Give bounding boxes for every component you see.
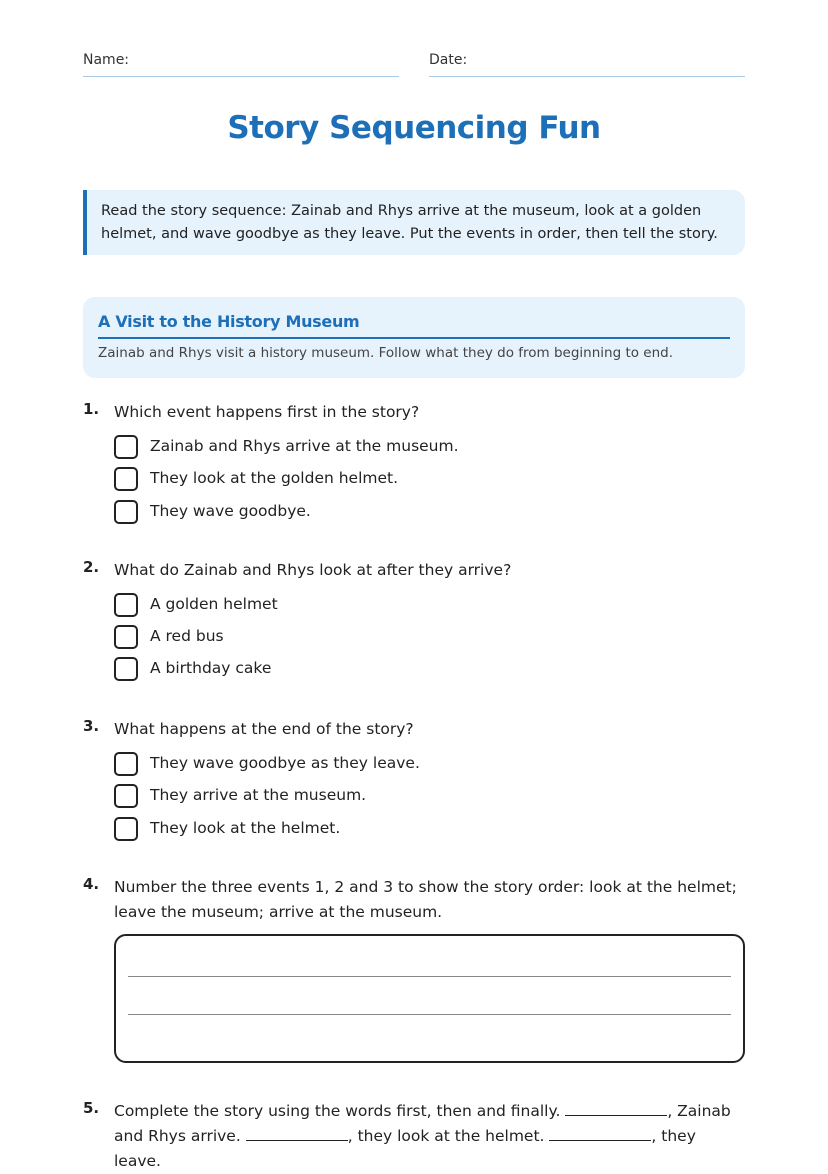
option-label: They look at the golden helmet. [150,469,399,487]
option-label: Zainab and Rhys arrive at the museum. [150,437,459,455]
question-text: What do Zainab and Rhys look at after they arrive? [114,561,512,579]
sentence-part: , they look at the helmet. [347,1127,545,1145]
option-label: A red bus [150,627,224,645]
story-description: Zainab and Rhys visit a history museum. Follow what they do from beginning to end. [98,345,674,361]
question-text [114,1099,745,1174]
option-label: A birthday cake [150,659,272,677]
story-box [83,297,745,378]
question-number: 5. [83,1099,100,1117]
sentence-part: , Zainab and Rhys arrive. [114,1102,731,1145]
question-3 [83,717,745,847]
question-text: What happens at the end of the story? [114,720,414,738]
option-label: They arrive at the museum. [150,786,367,804]
checkbox[interactable] [114,467,138,491]
date-label: Date: [429,52,468,68]
header-fields [83,52,745,78]
checkbox[interactable] [114,752,138,776]
story-title: A Visit to the History Museum [98,312,730,339]
question-text: Number the three events 1, 2 and 3 to show the story order: look at the helmet; leave the museum; arrive at the museum. [114,878,737,921]
option-label: A golden helmet [150,595,278,613]
checkbox[interactable] [114,817,138,841]
question-text: Which event happens first in the story? [114,403,420,421]
checkbox[interactable] [114,435,138,459]
sentence-part: , they leave. [114,1127,696,1170]
checkbox[interactable] [114,657,138,681]
checkbox[interactable] [114,500,138,524]
option-label: They wave goodbye as they leave. [150,754,420,772]
question-4 [83,875,745,930]
name-field[interactable] [83,52,399,77]
answer-box[interactable] [114,934,745,1063]
date-field[interactable] [429,52,745,77]
checkbox[interactable] [114,593,138,617]
fill-blank[interactable] [565,1101,667,1116]
option-label: They wave goodbye. [150,502,311,520]
checkbox[interactable] [114,784,138,808]
checkbox[interactable] [114,625,138,649]
question-number: 4. [83,875,100,893]
page-title: Story Sequencing Fun [227,110,601,146]
question-number: 2. [83,558,100,576]
name-label: Name: [83,52,130,68]
question-number: 1. [83,400,100,418]
sentence-part: Complete the story using the words first, then and finally. [114,1102,561,1120]
answer-line [128,976,731,977]
question-2 [83,558,745,688]
question-5 [83,1099,745,1170]
fill-blank[interactable] [549,1126,651,1141]
question-number: 3. [83,717,100,735]
question-1 [83,400,745,530]
answer-line [128,1014,731,1015]
instructions-box: Read the story sequence: Zainab and Rhys arrive at the museum, look at a golden helmet, and wave goodbye as they leave. Put the events in order, then tell the story. [83,190,745,255]
option-label: They look at the helmet. [150,819,341,837]
fill-blank[interactable] [246,1126,348,1141]
